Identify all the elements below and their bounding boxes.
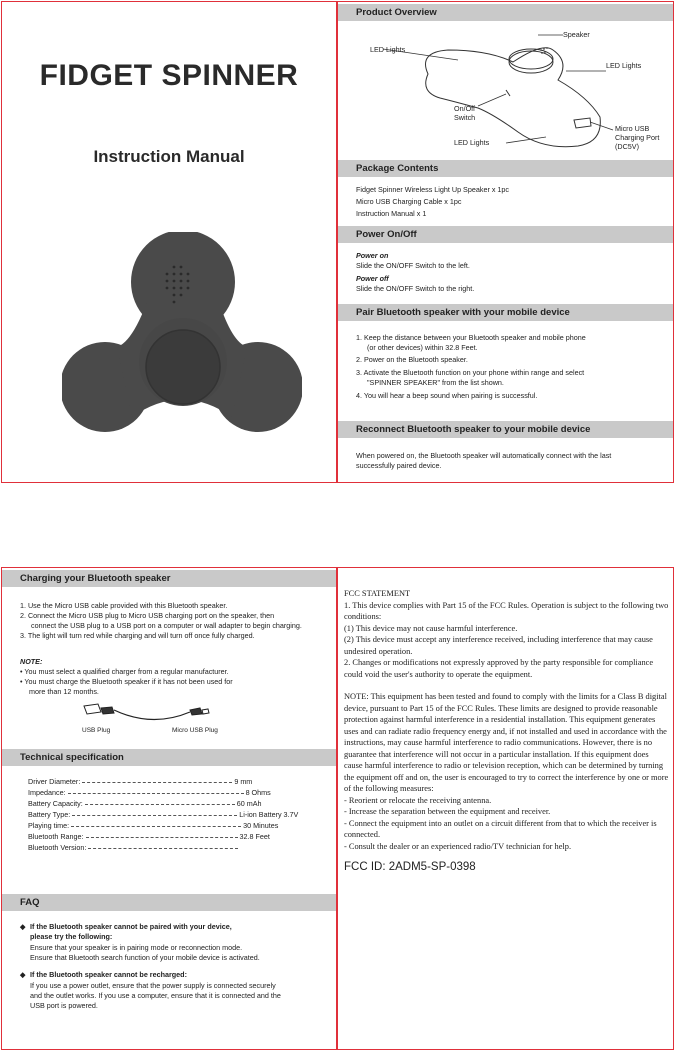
pair-step: 1. Keep the distance between your Bluetooth speaker and mobile phone <box>356 333 586 342</box>
info-panel <box>337 1 674 483</box>
pair-step: 2. Power on the Bluetooth speaker. <box>356 355 468 364</box>
tech-spec-header: Technical specification <box>2 749 336 766</box>
fcc-measure: - Increase the separation between the equipment and receiver. <box>344 807 551 816</box>
spec-row: Bluetooth Range: 32.8 Feet <box>28 832 270 841</box>
package-item: Micro USB Charging Cable x 1pc <box>356 197 462 206</box>
label-led-bottom: LED Lights <box>454 138 490 147</box>
power-header: Power On/Off <box>338 226 673 243</box>
usb-cable-illustration <box>82 698 222 728</box>
power-on-text: Slide the ON/OFF Switch to the left. <box>356 261 470 270</box>
spec-row: Bluetooth Version: <box>28 843 328 853</box>
power-on-title: Power on <box>356 251 389 260</box>
faq-answer-line: Ensure that your speaker is in pairing mode or reconnection mode. <box>30 943 243 952</box>
faq-bullet-2: ◆ <box>20 970 26 979</box>
package-item: Instruction Manual x 1 <box>356 209 427 218</box>
fcc-measure: - Connect the equipment into an outlet on a circuit different from that to which the receiver is connected. <box>344 818 657 839</box>
faq-question-2: If the Bluetooth speaker cannot be recharged: <box>30 970 187 979</box>
pair-step: "SPINNER SPEAKER" from the list shown. <box>367 378 504 387</box>
spec-row: Battery Type: Li-ion Battery 3.7V <box>28 810 299 819</box>
label-switch-1: On/Off <box>454 104 476 113</box>
faq-bullet-1: ◆ <box>20 922 26 931</box>
package-contents-header: Package Contents <box>338 160 673 177</box>
reconnect-text: When powered on, the Bluetooth speaker will automatically connect with the last <box>356 451 612 460</box>
faq-question-1: If the Bluetooth speaker cannot be paired with your device, <box>30 922 232 931</box>
spinner-product-image <box>62 232 302 452</box>
usb-plug-label: USB Plug <box>82 727 111 734</box>
fcc-measure: - Consult the dealer or an experienced radio/TV technician for help. <box>344 841 572 851</box>
cover-title: FIDGET SPINNER <box>39 59 299 92</box>
note-title: NOTE: <box>20 657 43 666</box>
fcc-id: FCC ID: 2ADM5-SP-0398 <box>344 861 476 873</box>
fcc-body <box>344 588 669 873</box>
fcc-measure: - Reorient or relocate the receiving antenna. <box>344 795 492 805</box>
charging-panel <box>1 567 337 1050</box>
note-line: • You must charge the Bluetooth speaker if it has not been used for <box>20 677 233 686</box>
label-speaker: Speaker <box>563 30 590 39</box>
faq-answer-line: If you use a power outlet, ensure that the power supply is connected securely <box>30 981 276 990</box>
fcc-paragraph: (1) This device may not cause harmful interference. <box>344 623 518 633</box>
cover-subtitle: Instruction Manual <box>93 147 245 166</box>
spec-row: Playing time: 30 Minutes <box>28 821 279 830</box>
charging-step: 1. Use the Micro USB cable provided with this Bluetooth speaker. <box>20 601 228 610</box>
pair-header: Pair Bluetooth speaker with your mobile device <box>338 304 673 321</box>
label-switch-2: Switch <box>454 113 476 122</box>
charging-step: connect the USB plug to a USB port on a computer or wall adapter to begin charging. <box>31 621 302 630</box>
fcc-title: FCC STATEMENT <box>344 589 411 598</box>
label-led-right: LED Lights <box>606 61 642 70</box>
spec-row: Impedance: 8 Ohms <box>28 788 271 797</box>
faq-answer-line: and the outlet works. If you use a computer, ensure that it is connected and the <box>30 991 281 1000</box>
pair-step: 3. Activate the Bluetooth function on your phone within range and select <box>356 368 585 377</box>
fcc-panel <box>337 567 674 1050</box>
cover-panel <box>1 1 337 483</box>
pair-step: 4. You will hear a beep sound when pairing is successful. <box>356 391 538 400</box>
reconnect-header: Reconnect Bluetooth speaker to your mobile device <box>338 421 673 438</box>
label-led-top: LED Lights <box>370 45 406 54</box>
faq-question-1b: please try the following: <box>30 932 113 941</box>
product-overview-header: Product Overview <box>338 4 673 21</box>
label-usb-1: Micro USB <box>615 124 650 133</box>
fcc-note: NOTE: This equipment has been tested and found to comply with the limits for a Class B digital device, pursuant to Part 15 of the FCC Rules. These limits are designed to provide reasonable protection against harmful interference in a residential installation. This equipment generates uses and can radiate radio frequency energy and, if not installed and used in accordance with the instructions, may cause harmful interference to radio communications. However, there is no guarantee that interference will not occur in a particular installation. If this equipment does cause harmful interference to radio or television reception, which can be determined by turning the equipment off and on, the user is encouraged to try to correct the interference by one or more of the following measures: <box>344 692 669 793</box>
charging-step: 3. The light will turn red while charging and will turn off once fully charged. <box>20 631 255 640</box>
fcc-paragraph: 2. Changes or modifications not expressly approved by the party responsible for compliance could void the user's authority to operate the equipment. <box>344 658 654 679</box>
note-line: more than 12 months. <box>29 687 99 696</box>
power-off-text: Slide the ON/OFF Switch to the right. <box>356 284 475 293</box>
spec-row: Driver Diameter: 9 mm <box>28 777 253 786</box>
reconnect-text: successfully paired device. <box>356 461 442 470</box>
label-usb-2: Charging Port <box>615 133 660 142</box>
faq-header: FAQ <box>2 894 336 911</box>
package-item: Fidget Spinner Wireless Light Up Speaker x 1pc <box>356 185 510 194</box>
faq-answer-line: USB port is powered. <box>30 1001 98 1010</box>
power-off-title: Power off <box>356 274 389 283</box>
charging-step: 2. Connect the Micro USB plug to Micro USB charging port on the speaker, then <box>20 611 275 620</box>
faq-answer-line: Ensure that Bluetooth search function of your mobile device is activated. <box>30 953 260 962</box>
spec-row: Battery Capacity: 60 mAh <box>28 799 262 808</box>
fcc-paragraph: 1. This device complies with Part 15 of the FCC Rules. Operation is subject to the following two conditions: <box>344 600 669 621</box>
note-line: • You must select a qualified charger from a regular manufacturer. <box>20 667 229 676</box>
micro-usb-plug-label: Micro USB Plug <box>172 727 218 734</box>
fcc-paragraph: (2) This device must accept any interference received, including interference that may cause undesired operation. <box>344 635 653 656</box>
label-usb-3: (DC5V) <box>615 142 639 151</box>
pair-step: (or other devices) within 32.8 Feet. <box>367 343 478 352</box>
charging-header: Charging your Bluetooth speaker <box>2 570 336 587</box>
